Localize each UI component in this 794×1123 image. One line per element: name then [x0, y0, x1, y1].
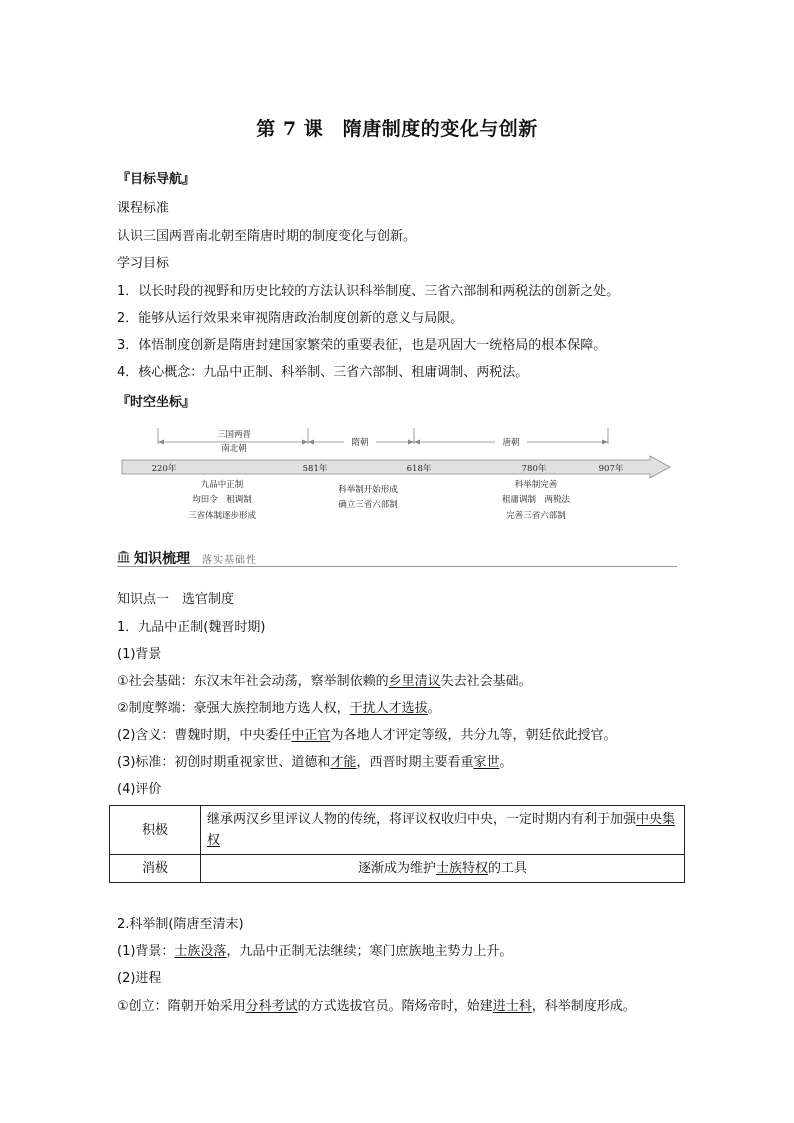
event-label: 完善三省六部制 [506, 511, 566, 521]
standard-text: 认识三国两晋南北朝至隋唐时期的制度变化与创新。 [117, 229, 417, 244]
span-arrowhead [602, 440, 608, 445]
building-icon [117, 550, 130, 563]
timeline-arrow [122, 456, 670, 478]
standard-line: (3)标准：初创时期重视家世、道德和才能，西晋时期主要看重家世。 [117, 755, 513, 770]
answer-blank: 乡里清议 [388, 674, 441, 689]
span-arrowhead [414, 440, 420, 445]
period-label: 唐朝 [502, 438, 520, 448]
objective-label: 学习目标 [117, 256, 170, 271]
answer-blank: 中央集权 [207, 812, 676, 848]
table-cell-label: 积极 [110, 806, 201, 855]
event-label: 确立三省六部制 [338, 500, 398, 510]
table-cell: 逐渐成为维护士族特权的工具 [201, 855, 685, 883]
table-row [110, 855, 685, 883]
timeline-diagram [110, 420, 680, 528]
answer-blank: 分科考试 [245, 999, 298, 1014]
meaning-line: (2)含义：曹魏时期，中央委任中正官为各地人才评定等级，共分九等，朝廷依此授官。 [117, 728, 617, 743]
knowledge-banner [117, 547, 677, 567]
answer-blank: 进士科 [492, 999, 532, 1014]
banner-subtitle: 落实基础性 [202, 555, 257, 566]
creation-line: ①创立：隋朝开始采用分科考试的方式选拔官员。隋炀帝时，始建进士科，科举制度形成。 [117, 999, 636, 1014]
event-label: 科举制开始形成 [338, 485, 398, 495]
table-row [110, 806, 685, 855]
evaluation-label: (4)评价 [117, 782, 162, 797]
goals-heading: 『目标导航』 [117, 172, 196, 187]
year-label: 618年 [406, 464, 432, 474]
background-point: ②制度弊端：豪强大族控制地方选人权，干扰人才选拔。 [117, 701, 441, 716]
year-label: 581年 [302, 464, 328, 474]
answer-blank: 家世 [473, 755, 500, 770]
table-cell-label: 消极 [110, 855, 201, 883]
span-arrowhead [408, 440, 414, 445]
process-label: (2)进程 [117, 971, 162, 986]
span-arrowhead [308, 440, 314, 445]
event-label: 九品中正制 [200, 480, 244, 490]
table-cell: 继承两汉乡里评议人物的传统，将评议权收归中央，一定时期内有利于加强中央集权 [201, 806, 685, 855]
standard-label: 课程标准 [117, 201, 170, 216]
event-label: 租庸调制 两税法 [501, 495, 571, 505]
background-line: (1)背景：士族没落，九品中正制无法继续；寒门庶族地主势力上升。 [117, 944, 513, 959]
answer-blank: 中正官 [291, 728, 331, 743]
timeline-heading: 『时空坐标』 [117, 395, 196, 410]
banner-rule [117, 566, 677, 567]
span-arrowhead [302, 440, 308, 445]
event-label: 科举制完善 [514, 480, 558, 490]
evaluation-table [109, 805, 685, 883]
event-label: 三省体制逐步形成 [187, 511, 257, 521]
answer-blank: 干扰人才选拔 [349, 701, 428, 716]
section-heading: 知识点一 选官制度 [117, 592, 235, 607]
answer-blank: 才能 [330, 755, 357, 770]
period-label: 南北朝 [221, 444, 247, 454]
banner-title: 知识梳理 [134, 551, 190, 567]
span-arrowhead [158, 440, 164, 445]
answer-blank: 士族特权 [435, 861, 488, 876]
objective-item: 2．能够从运行效果来审视隋唐政治制度创新的意义与局限。 [117, 311, 464, 326]
answer-blank: 士族没落 [174, 944, 227, 959]
year-label: 907年 [598, 464, 624, 474]
page-title: 第 7 课 隋唐制度的变化与创新 [256, 118, 538, 140]
objective-item: 3．体悟制度创新是隋唐封建国家繁荣的重要表征，也是巩固大一统格局的根本保障。 [117, 338, 607, 353]
objective-item: 4．核心概念：九品中正制、科举制、三省六部制、租庸调制、两税法。 [117, 365, 529, 380]
year-label: 220年 [151, 464, 177, 474]
background-label: (1)背景 [117, 647, 162, 662]
period-label: 三国两晋 [216, 430, 252, 440]
background-point: ①社会基础：东汉末年社会动荡，察举制依赖的乡里清议失去社会基础。 [117, 674, 532, 689]
period-label: 隋朝 [351, 438, 369, 448]
item-heading: 2.科举制(隋唐至清末) [117, 917, 244, 932]
year-label: 780年 [521, 464, 547, 474]
event-label: 均田令 租调制 [192, 495, 252, 505]
objective-item: 1．以长时段的视野和历史比较的方法认识科举制度、三省六部制和两税法的创新之处。 [117, 284, 620, 299]
item-heading: 1．九品中正制(魏晋时期) [117, 620, 266, 635]
